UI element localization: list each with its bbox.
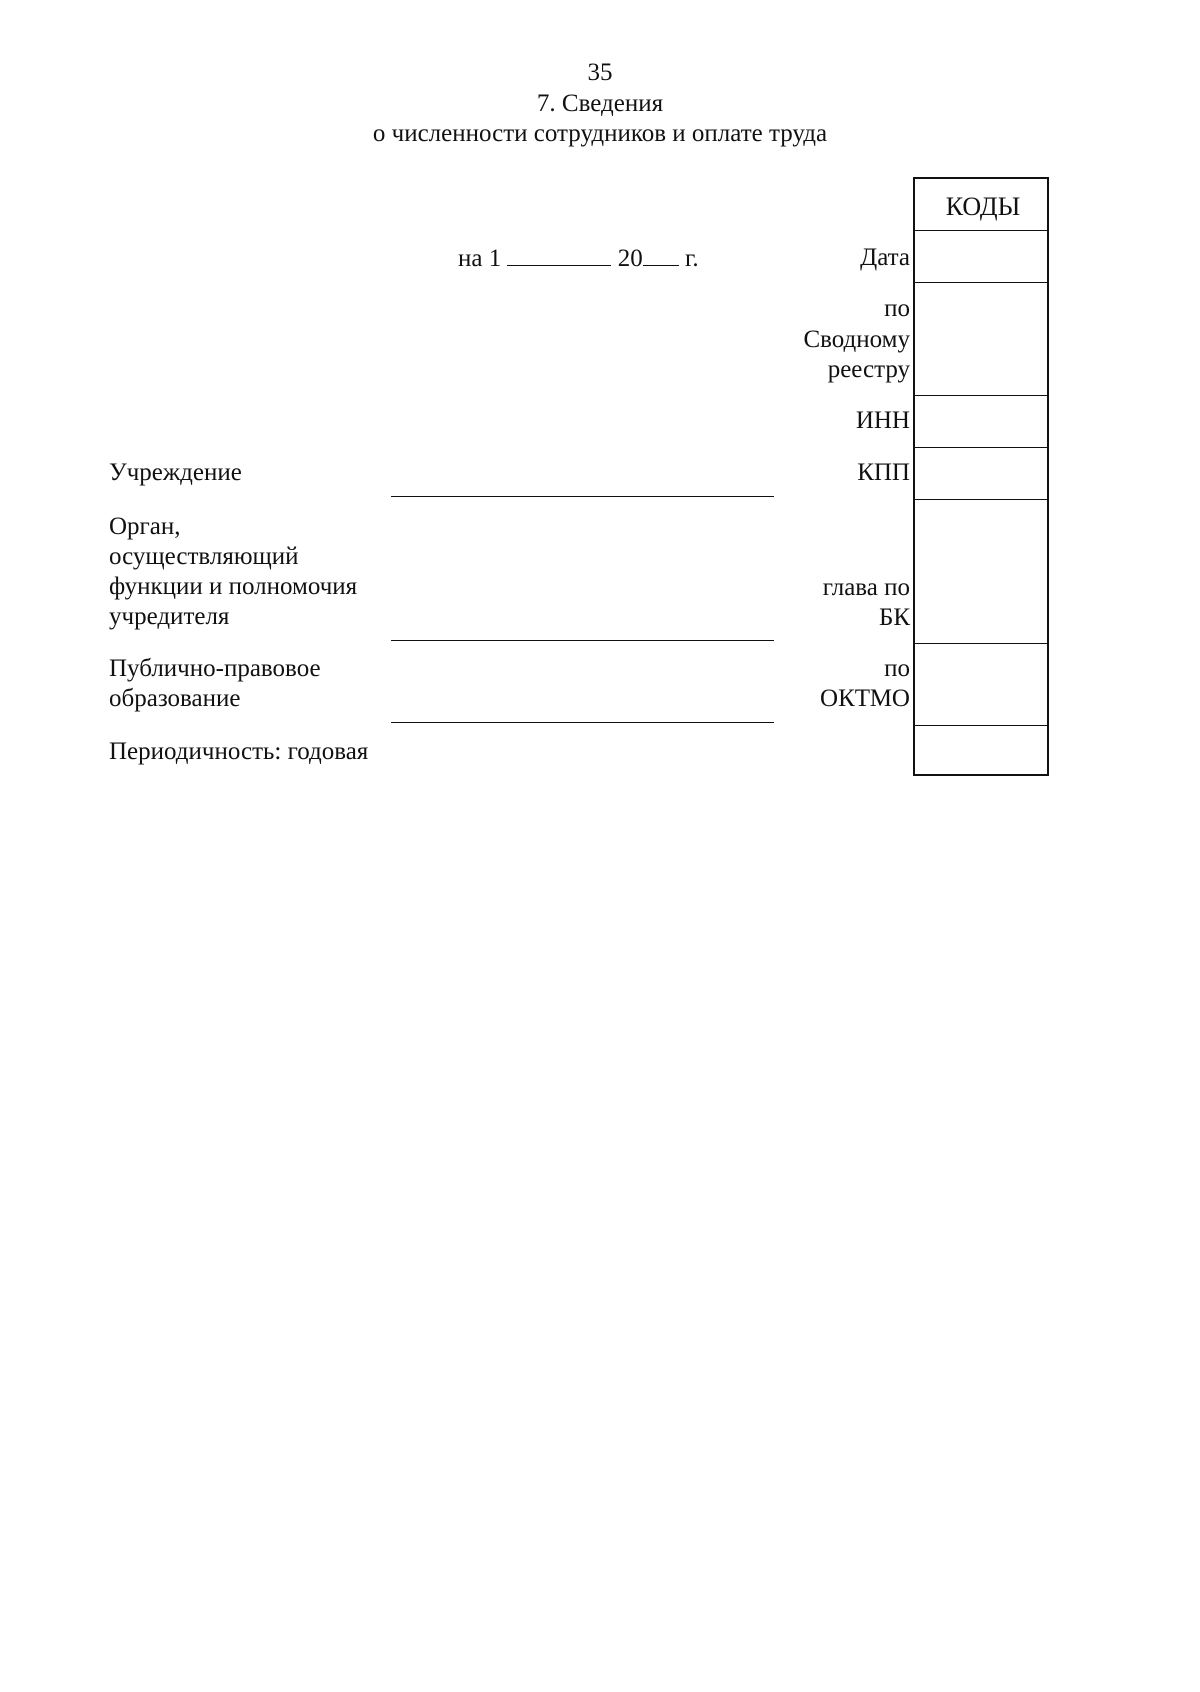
field-public-entity-line[interactable] (391, 722, 774, 723)
field-founder-label-2: осуществляющий (109, 543, 299, 570)
divider (915, 499, 1047, 500)
date-suffix: г. (684, 245, 699, 272)
field-founder-label-4: учредителя (109, 603, 230, 630)
code-label-chapter-2: БК (878, 604, 910, 631)
codes-table (913, 177, 1049, 776)
code-label-date: Дата (860, 244, 910, 271)
divider (915, 395, 1047, 396)
divider (915, 725, 1047, 726)
field-founder-line[interactable] (391, 640, 774, 641)
date-year-prefix: 20 (617, 245, 643, 272)
field-institution-label: Учреждение (109, 459, 242, 486)
divider (915, 643, 1047, 644)
date-day-month-blank[interactable] (507, 243, 611, 266)
code-label-inn: ИНН (855, 407, 910, 434)
code-label-registry-3: реестру (827, 356, 910, 383)
divider (915, 282, 1047, 283)
page-title: 7. Сведения (536, 90, 664, 117)
page-subtitle: о численности сотрудников и оплате труда (372, 120, 828, 147)
date-line (458, 243, 699, 274)
code-label-oktmo-1: по (884, 655, 910, 682)
codes-header: КОДЫ (945, 192, 1021, 221)
code-label-kpp: КПП (857, 459, 910, 486)
divider (915, 230, 1047, 231)
field-founder-label-1: Орган, (109, 513, 181, 540)
code-label-registry-1: по (884, 295, 910, 322)
divider (915, 447, 1047, 448)
field-public-entity-label-1: Публично-правовое (109, 655, 321, 682)
code-label-registry-2: Сводному (803, 326, 910, 353)
field-public-entity-label-2: образование (109, 685, 241, 712)
field-founder-label-3: функции и полномочия (109, 573, 358, 600)
date-year-blank[interactable] (643, 243, 679, 266)
code-label-oktmo-2: ОКТМО (820, 685, 910, 712)
page-number: 35 (587, 59, 613, 86)
date-prefix: на 1 (458, 245, 502, 272)
code-label-chapter-1: глава по (822, 574, 910, 601)
field-periodicity: Периодичность: годовая (109, 738, 369, 765)
field-institution-line[interactable] (391, 496, 774, 497)
